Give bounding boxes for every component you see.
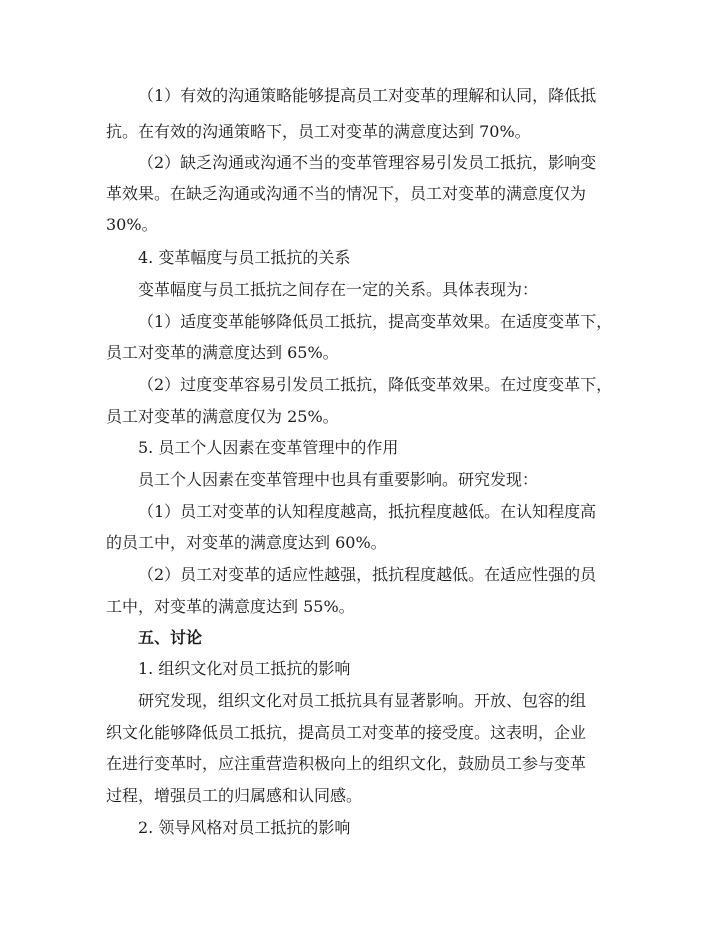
paragraph-line: 员工对变革的满意度达到 65%。 <box>106 343 339 362</box>
paragraph-line: 员工个人因素在变革管理中也具有重要影响。研究发现： <box>138 470 539 489</box>
paragraph-line: （1）员工对变革的认知程度越高，抵抗程度越低。在认知程度高 <box>138 502 597 521</box>
section-heading: 4. 变革幅度与员工抵抗的关系 <box>138 248 351 267</box>
section-heading: 2. 领导风格对员工抵抗的影响 <box>138 818 351 837</box>
paragraph-line: （1）有效的沟通策略能够提高员工对变革的理解和认同，降低抵 <box>138 86 597 105</box>
paragraph-line: 革效果。在缺乏沟通或沟通不当的情况下，员工对变革的满意度仅为 <box>106 184 587 203</box>
paragraph-line: 30%。 <box>106 215 158 234</box>
paragraph-line: 的员工中，对变革的满意度达到 60%。 <box>106 533 387 552</box>
paragraph-line: （1）适度变革能够降低员工抵抗，提高变革效果。在适度变革下， <box>138 312 613 331</box>
paragraph-line: 抗。在有效的沟通策略下，员工对变革的满意度达到 70%。 <box>106 122 531 141</box>
chapter-heading: 五、讨论 <box>138 628 203 647</box>
paragraph-line: 织文化能够降低员工抵抗，提高员工对变革的接受度。这表明，企业 <box>106 723 587 742</box>
section-heading: 1. 组织文化对员工抵抗的影响 <box>138 659 351 678</box>
paragraph-line: 员工对变革的满意度仅为 25%。 <box>106 407 339 426</box>
paragraph-line: 变革幅度与员工抵抗之间存在一定的关系。具体表现为： <box>138 280 539 299</box>
section-heading: 5. 员工个人因素在变革管理中的作用 <box>138 438 399 457</box>
paragraph-line: （2）缺乏沟通或沟通不当的变革管理容易引发员工抵抗，影响变 <box>138 153 597 172</box>
paragraph-line: 过程，增强员工的归属感和认同感。 <box>106 786 363 805</box>
paragraph-line: 工中，对变革的满意度达到 55%。 <box>106 597 355 616</box>
paragraph-line: （2）员工对变革的适应性越强，抵抗程度越低。在适应性强的员 <box>138 565 597 584</box>
paragraph-line: 研究发现，组织文化对员工抵抗具有显著影响。开放、包容的组 <box>138 691 587 710</box>
paragraph-line: （2）过度变革容易引发员工抵抗，降低变革效果。在过度变革下， <box>138 375 613 394</box>
paragraph-line: 在进行变革时，应注重营造积极向上的组织文化，鼓励员工参与变革 <box>106 754 587 773</box>
